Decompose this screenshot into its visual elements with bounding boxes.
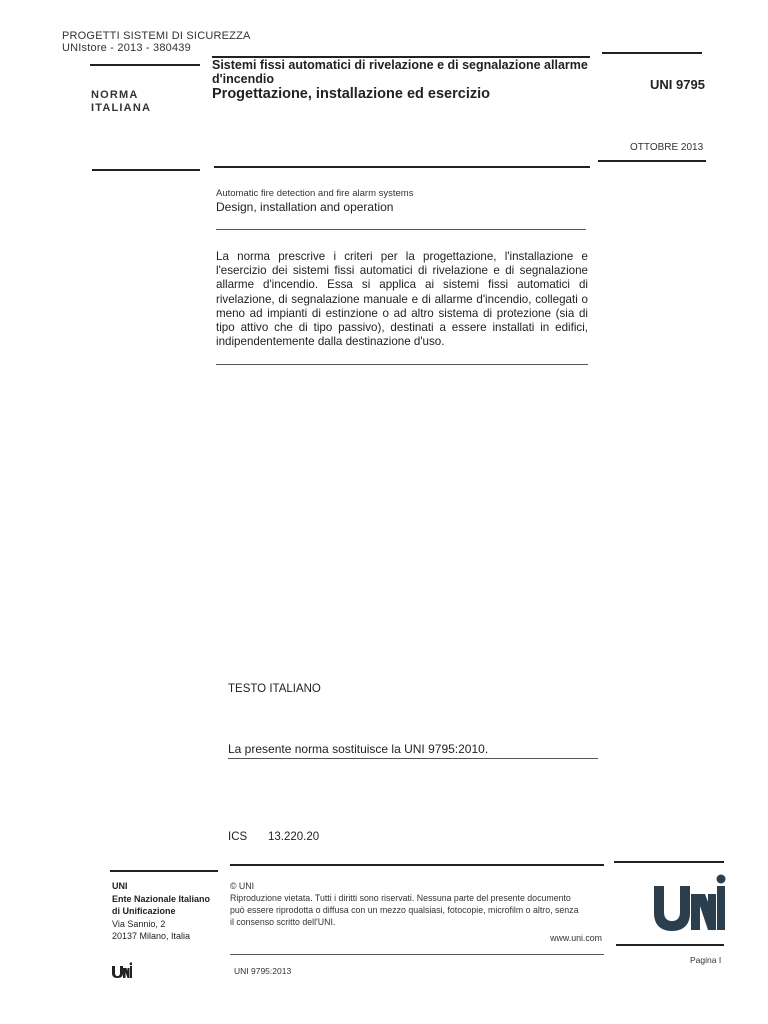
uni-logo: [652, 872, 726, 936]
footer-rule-left: [110, 870, 218, 872]
copyright-mark: © UNI: [230, 881, 255, 891]
uni-address-block: [112, 880, 210, 943]
uni-small-logo: [112, 962, 132, 978]
org-short-name: UNI: [112, 881, 128, 891]
org-name-line-1: Ente Nazionale Italiano: [112, 893, 211, 904]
italian-title-line-2: d'incendio: [212, 72, 274, 86]
ics-value: 13.220.20: [268, 831, 320, 843]
abstract-text: La norma prescrive i criteri per la progettazione, l'installazione e l'esercizio dei sistemi fissi automatici di rivelazione e di segnalazione allarme d'incendio. Essa si applica ai sistemi fissi automatici di rivelazione, di segnalazione manuale e di allarme d'incendio, collegati o meno ad impianti di estinzione o ad altro sistema di protezione (sia di tipo attivo che di tipo passivo), destinati a essere installati in edifici, indipendentemente dalla destinazione d'uso.: [216, 250, 588, 349]
standard-code: UNI 9795: [650, 77, 705, 92]
footer-bottom-rule: [230, 954, 604, 955]
footer-rule-middle: [230, 864, 604, 866]
stamp-line-2: UNIstore - 2013 - 380439: [62, 42, 191, 54]
norma-line-2: ITALIANA: [91, 102, 152, 114]
address-line-1: Via Sannio, 2: [112, 918, 166, 929]
copyright-block: [230, 880, 602, 944]
header-rule-right-top: [602, 52, 702, 54]
header-rule-left-bottom: [92, 169, 200, 171]
english-title-rule: [216, 229, 586, 230]
english-title-line-1: Automatic fire detection and fire alarm systems: [216, 188, 414, 199]
header-rule-left-top: [90, 64, 200, 66]
header-rule-middle-bottom: [214, 166, 590, 168]
header-rule-right-bottom: [598, 160, 706, 162]
address-line-2: 20137 Milano, Italia: [112, 931, 191, 941]
footer-doc-code: UNI 9795:2013: [234, 966, 292, 976]
website-link[interactable]: www.uni.com: [550, 933, 602, 943]
rights-line-1: Riproduzione vietata. Tutti i diritti sono riservati. Nessuna parte del presente documento: [230, 893, 571, 903]
stamp-line-1: PROGETTI SISTEMI DI SICUREZZA: [62, 30, 251, 42]
italian-title-line-1: Sistemi fissi automatici di rivelazione e di segnalazione allarme: [212, 58, 588, 72]
org-name-line-2: di Unificazione: [112, 906, 176, 916]
italian-subtitle: Progettazione, installazione ed esercizio: [212, 86, 490, 102]
rights-line-2: può essere riprodotta o diffusa con un mezzo qualsiasi, fotocopie, microfilm o altro, senza: [230, 905, 579, 915]
logo-underline: [616, 944, 724, 946]
supersedes-rule: [228, 758, 598, 759]
publication-date: OTTOBRE 2013: [630, 142, 704, 153]
abstract-rule: [216, 364, 588, 365]
italian-title: [212, 58, 592, 101]
page-number: Pagina I: [690, 955, 722, 965]
supersedes-note: La presente norma sostituisce la UNI 9795:2010.: [228, 742, 489, 756]
norma-line-1: NORMA: [91, 89, 139, 101]
footer-rule-right: [614, 861, 724, 863]
rights-line-3: il consenso scritto dell'UNI.: [230, 917, 336, 927]
english-title-line-2: Design, installation and operation: [216, 200, 394, 214]
norma-italiana-label: [91, 89, 151, 115]
english-title: [216, 188, 588, 214]
text-language: TESTO ITALIANO: [228, 683, 321, 695]
store-stamp: [62, 30, 251, 54]
ics-label: ICS: [228, 831, 248, 843]
